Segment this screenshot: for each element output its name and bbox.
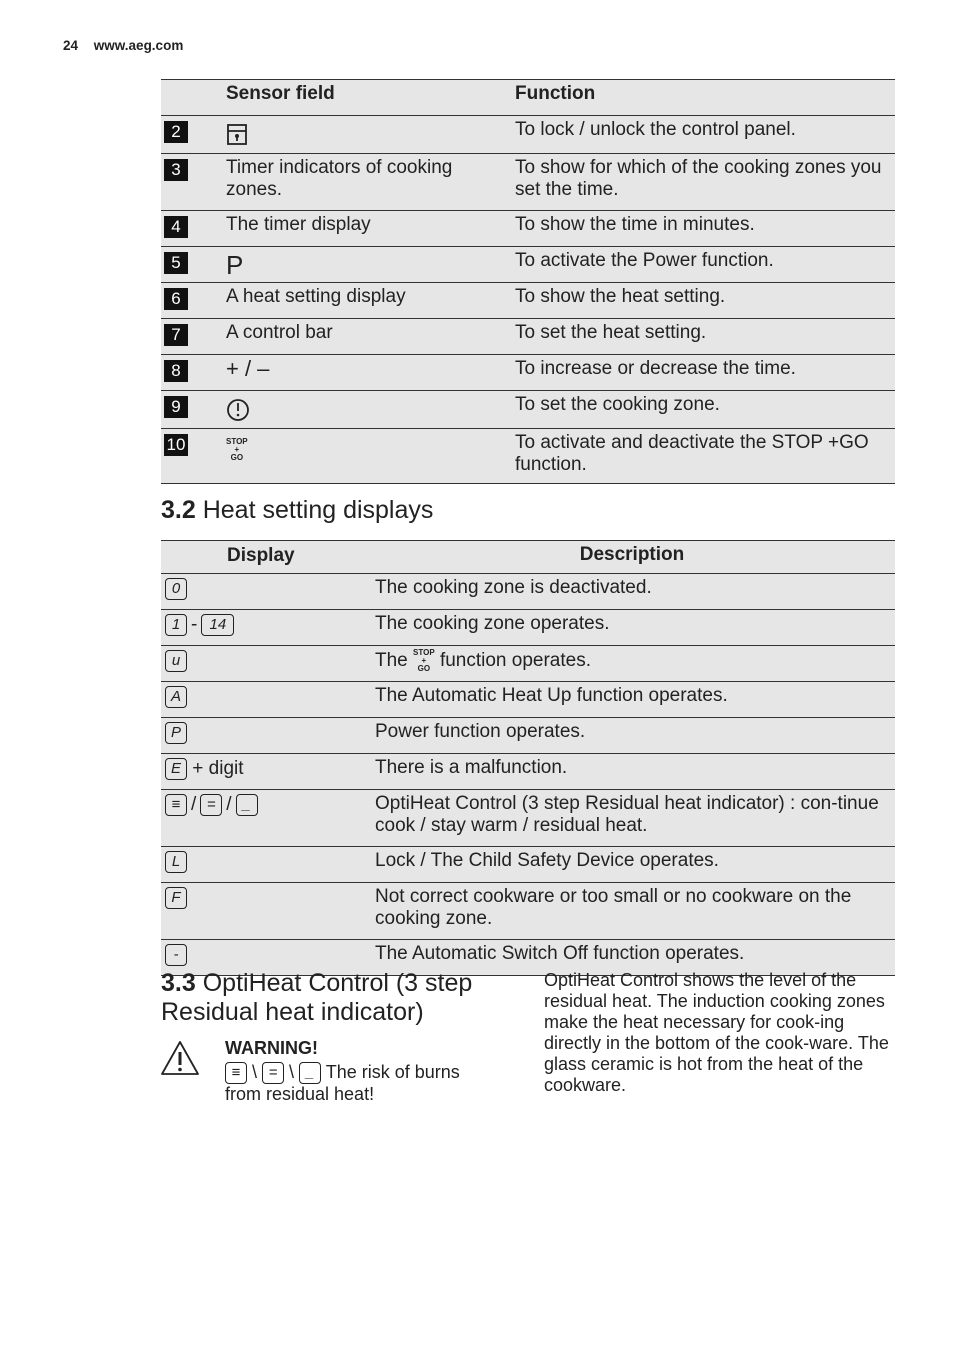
page-header	[63, 38, 183, 53]
table-header-row	[161, 80, 895, 115]
display-symbol: 14	[201, 614, 234, 636]
table-header-row	[161, 541, 895, 573]
table-row	[161, 717, 895, 753]
row-number: 4	[164, 216, 188, 238]
function-text: To show the time in minutes.	[515, 214, 755, 235]
display-symbol: E	[165, 758, 187, 780]
column-header-description: Description	[579, 544, 685, 565]
display-extra-text: + digit	[192, 758, 244, 780]
row-number: 9	[164, 396, 188, 418]
section-heading: 3.3 OptiHeat Control (3 step Residual heat indicator)	[161, 969, 473, 1026]
function-text: To show the heat setting.	[515, 286, 726, 307]
row-number: 5	[164, 252, 188, 274]
cooking-zone-icon	[226, 398, 250, 422]
table-row	[161, 115, 895, 153]
table-row	[161, 318, 895, 354]
description-text: The Automatic Heat Up function operates.	[375, 685, 728, 706]
table-row	[161, 246, 895, 282]
description-text: OptiHeat Control (3 step Residual heat indicator) : con-tinue cook / stay warm / residual heat.	[375, 793, 879, 836]
plus-minus-icon: + / –	[226, 356, 270, 381]
sensor-field-text: A control bar	[226, 322, 333, 343]
lock-icon	[226, 123, 248, 147]
display-symbol: =	[262, 1062, 284, 1084]
section-heading: 3.2 Heat setting displays	[161, 496, 434, 524]
table-row	[161, 882, 895, 939]
description-text: The cooking zone is deactivated.	[375, 577, 652, 598]
description-text: The cooking zone operates.	[375, 613, 610, 634]
table-row: 1 - 14 The cooking zone operates.	[161, 609, 895, 645]
sensor-field-text: Timer indicators of cooking zones.	[226, 157, 453, 200]
table-row	[161, 354, 895, 390]
display-symbol: 0	[165, 578, 187, 600]
display-symbol: ≡	[165, 794, 187, 816]
sensor-field-text: A heat setting display	[226, 286, 406, 307]
table-row	[161, 645, 895, 681]
optiheat-paragraph: OptiHeat Control shows the level of the residual heat. The induction cooking zones make the heat necessary for cook-ing directly in the bottom of the cook-ware. The glass ceramic is hot from the heat of the cookware.	[544, 970, 889, 1095]
table-row: ≡ / = / _ OptiHeat Control (3 step Residual heat indicator) : con-tinue cook / stay warm / residual heat.	[161, 789, 895, 846]
stop-go-icon: STOP + GO	[413, 648, 435, 673]
row-number: 8	[164, 360, 188, 382]
warning-text: ≡ \ = \ _ The risk of burns from residual heat!	[225, 1062, 460, 1105]
row-number: 6	[164, 288, 188, 310]
sensor-field-table	[161, 79, 895, 484]
display-symbol: u	[165, 650, 187, 672]
function-text: To activate and deactivate the STOP +GO function.	[515, 432, 869, 475]
table-row	[161, 210, 895, 246]
table-row	[161, 753, 895, 789]
display-symbol: _	[299, 1062, 321, 1084]
display-symbol: =	[200, 794, 222, 816]
warning-triangle-icon	[160, 1040, 200, 1076]
row-number: 3	[164, 159, 188, 181]
display-symbol: A	[165, 686, 187, 708]
table-row	[161, 681, 895, 717]
description-text: The STOP + GO function operates.	[375, 648, 591, 673]
display-symbol: _	[236, 794, 258, 816]
table-row	[161, 428, 895, 483]
column-header-function: Function	[515, 83, 596, 104]
display-symbol: L	[165, 851, 187, 873]
display-symbol: ≡	[225, 1062, 247, 1084]
table-row	[161, 390, 895, 428]
table-row	[161, 846, 895, 882]
table-row	[161, 282, 895, 318]
description-text: Lock / The Child Safety Device operates.	[375, 850, 719, 871]
description-text: Not correct cookware or too small or no cookware on the cooking zone.	[375, 886, 852, 929]
table-row	[161, 153, 895, 210]
column-header-display: Display	[227, 545, 295, 566]
page-number: 24	[63, 38, 79, 53]
function-text: To activate the Power function.	[515, 250, 774, 271]
function-text: To set the cooking zone.	[515, 394, 720, 415]
row-number: 2	[164, 121, 188, 143]
description-text: Power function operates.	[375, 721, 586, 742]
table-row	[161, 573, 895, 609]
heat-setting-display-table	[161, 540, 895, 976]
warning-title: WARNING!	[225, 1038, 318, 1058]
description-text: There is a malfunction.	[375, 757, 568, 778]
function-text: To show for which of the cooking zones you set the time.	[515, 157, 882, 200]
power-p-icon: P	[226, 250, 244, 280]
sensor-field-text: The timer display	[226, 214, 371, 235]
row-number: 10	[164, 434, 188, 456]
site-url: www.aeg.com	[93, 38, 184, 53]
display-symbol: -	[165, 944, 187, 966]
display-symbol: 1	[165, 614, 187, 636]
function-text: To increase or decrease the time.	[515, 358, 796, 379]
display-symbol: F	[165, 887, 187, 909]
description-text: The Automatic Switch Off function operates.	[375, 943, 745, 964]
display-symbol: P	[165, 722, 187, 744]
function-text: To set the heat setting.	[515, 322, 707, 343]
column-header-sensor-field: Sensor field	[226, 83, 335, 104]
row-number: 7	[164, 324, 188, 346]
stop-go-icon: STOP + GO	[226, 437, 248, 462]
function-text: To lock / unlock the control panel.	[515, 119, 796, 140]
